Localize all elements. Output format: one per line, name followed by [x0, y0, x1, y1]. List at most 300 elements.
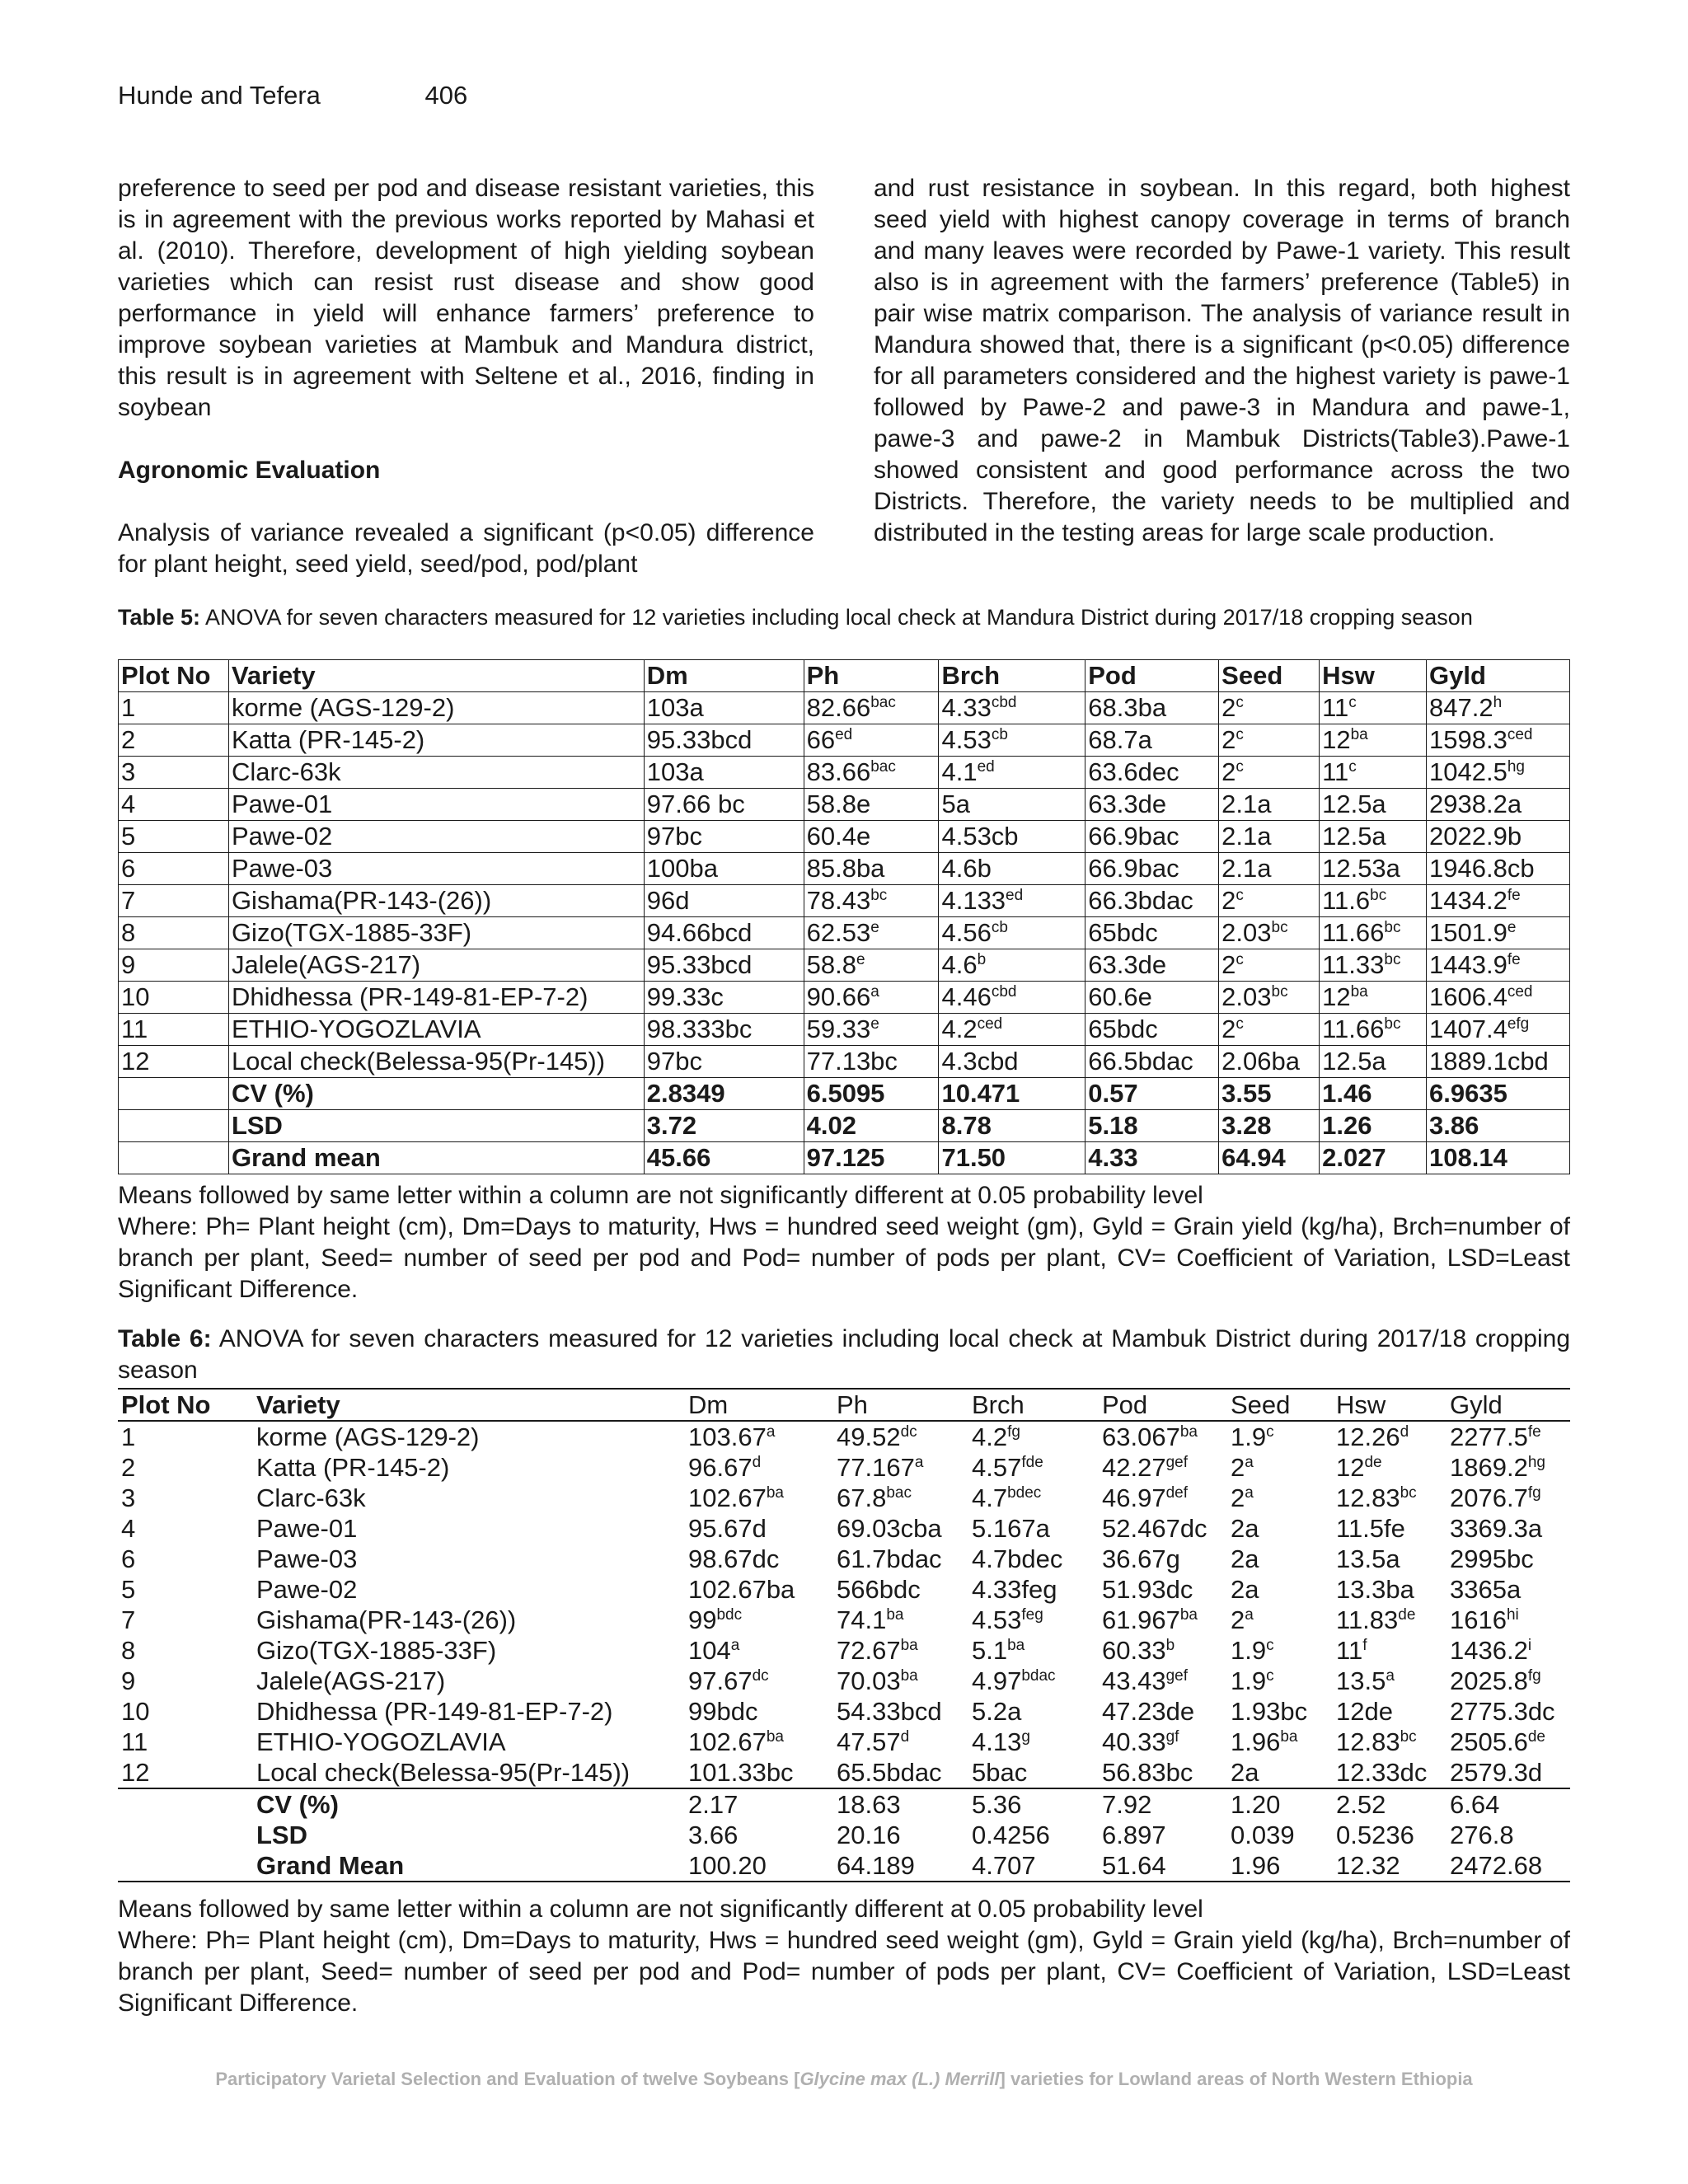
table6-cell-superscript: bc: [1400, 1484, 1417, 1502]
table6-cell-value: 12.26: [1336, 1422, 1400, 1451]
table6-cell: [118, 1635, 253, 1666]
table6-cell-value: 3: [121, 1483, 136, 1512]
table5-cell: [1427, 917, 1570, 949]
table5-cell-superscript: bc: [1370, 887, 1387, 904]
table6-cell-superscript: ba: [1280, 1728, 1298, 1746]
table5-cell-value: 6: [121, 854, 136, 883]
running-footer: [0, 2069, 1688, 2090]
table6-cell-value: 2a: [1231, 1544, 1259, 1573]
table5-stat-cell: Grand mean: [228, 1142, 644, 1174]
table6-cell: [1447, 1696, 1570, 1727]
left-paragraph-1: preference to seed per pod and disease resistant varieties, this is in agreement with the previous works reported by Mahasi et al. (2010). Therefore, development of high yielding soybean varieties which can resist rust disease and show good performance in yield will enhance farmers’ preference to improve soybean varieties at Mambuk and Mandura district, this result is in agreement with Seltene et al., 2016, finding in soybean: [118, 175, 814, 421]
table6-cell-superscript: i: [1527, 1637, 1532, 1654]
table5-cell: [228, 789, 644, 821]
table5-cell: [1427, 885, 1570, 917]
table5-cell-value: 58.8: [806, 950, 856, 979]
table5-cell: [1320, 949, 1427, 982]
table5-cell: [1427, 1046, 1570, 1078]
table5-notes: [118, 1180, 1570, 1305]
table6-cell-value: 42.27: [1102, 1453, 1166, 1482]
table5-stat-cell: 3.72: [644, 1110, 804, 1142]
table5-cell: [119, 692, 229, 724]
table6-cell-value: 69.03cba: [837, 1514, 942, 1543]
table6-cell-value: 12.83: [1336, 1727, 1400, 1756]
table6-header-row: [118, 1389, 1570, 1421]
table6-cell: [253, 1757, 685, 1788]
table6-cell-superscript: c: [1266, 1637, 1274, 1654]
table5-stat-cell: 5.18: [1085, 1110, 1219, 1142]
table5-cell: [804, 982, 939, 1014]
table5-cell: [1219, 853, 1320, 885]
table5-cell: [1320, 917, 1427, 949]
table5-cell: [119, 757, 229, 789]
table6-cell: [685, 1635, 833, 1666]
table5-cell-superscript: bac: [870, 758, 896, 776]
table5-cell: [119, 1046, 229, 1078]
table6-stat-cell: 4.707: [968, 1850, 1099, 1882]
table6-cell-superscript: de: [1398, 1606, 1416, 1624]
table6-cell-value: 11: [1336, 1636, 1363, 1665]
table6-cell-superscript: ba: [900, 1637, 918, 1654]
table5: [118, 659, 1570, 1174]
table5-stat-cell: 2.027: [1320, 1142, 1427, 1174]
table6-stat-cell: [118, 1850, 253, 1882]
table6-cell: [253, 1635, 685, 1666]
table5-cell-value: 83.66: [806, 757, 871, 786]
table6-cell-value: 12.83: [1336, 1483, 1400, 1512]
table5-cell-value: Pawe-02: [231, 822, 333, 851]
table6-cell-value: 5: [121, 1575, 136, 1604]
table6-row: [118, 1757, 1570, 1788]
table6-cell: [1447, 1574, 1570, 1605]
table5-cell: [228, 982, 644, 1014]
table5-cell-value: 1501.9: [1429, 918, 1507, 947]
table6-stat-cell: 0.4256: [972, 1821, 1050, 1849]
table6-cell: [118, 1666, 253, 1696]
table5-row: [119, 757, 1570, 789]
table6-cell-value: 40.33: [1102, 1727, 1166, 1756]
table6-cell: [1333, 1666, 1447, 1696]
table6-cell: [968, 1635, 1099, 1666]
table5-note-2: Where: Ph= Plant height (cm), Dm=Days to maturity, Hws = hundred seed weight (gm), Gyld = Grain yield (kg/ha), Brch=number of branch per plant, Seed= number of seed per pod and Pod= number of pods per plant, CV= Coefficient of Variation, LSD=Least Significant Difference.: [118, 1213, 1570, 1303]
table5-cell-superscript: bc: [1384, 951, 1401, 968]
table6-cell-value: 2076.7: [1450, 1483, 1528, 1512]
table6-note-1: Means followed by same letter within a column are not significantly different at 0.05 probability level: [118, 1896, 1203, 1923]
table6-cell: [1099, 1544, 1227, 1574]
table5-cell: [1427, 949, 1570, 982]
table5-cell-superscript: c: [1236, 758, 1244, 776]
table5-cell: [644, 1046, 804, 1078]
table5-cell-value: 12: [1322, 982, 1351, 1011]
table6-cell: [1099, 1513, 1227, 1544]
table6-cell-value: 13.3ba: [1336, 1575, 1414, 1604]
table5-cell-value: 2.1a: [1221, 822, 1272, 851]
table6-cell: [968, 1605, 1099, 1635]
table6-stat-cell: CV (%): [253, 1788, 685, 1820]
table5-header-cell: Seed: [1219, 660, 1320, 692]
table5-cell-value: 12.53a: [1322, 854, 1400, 883]
table5-cell: [644, 821, 804, 853]
table6-cell-value: 72.67: [837, 1636, 901, 1665]
table5-cell-value: 9: [121, 950, 136, 979]
table6-cell-value: 13.5: [1336, 1666, 1386, 1695]
table6-cell: [1099, 1727, 1227, 1757]
table6-cell: [833, 1574, 968, 1605]
table6-cell-value: 9: [121, 1666, 136, 1695]
table5-cell-superscript: c: [1236, 694, 1244, 711]
table6-stat-cell: Grand Mean: [253, 1850, 685, 1882]
table6-cell-value: 60.33: [1102, 1636, 1166, 1665]
table5-cell: [644, 692, 804, 724]
table5-cell-value: 94.66bcd: [646, 918, 753, 947]
table5-cell: [804, 692, 939, 724]
table5-cell-value: 68.7a: [1088, 725, 1152, 754]
table5-cell-value: 1606.4: [1429, 982, 1507, 1011]
table6-cell-value: 1.93bc: [1231, 1697, 1308, 1726]
table5-cell-superscript: fe: [1507, 951, 1521, 968]
table6-stat-cell: [118, 1788, 253, 1820]
table5-stat-cell: 108.14: [1427, 1142, 1570, 1174]
table6-cell-value: 1.9: [1231, 1636, 1267, 1665]
table5-cell: [804, 949, 939, 982]
table6-cell-value: Gishama(PR-143-(26)): [256, 1605, 517, 1634]
table6-cell-value: 49.52: [837, 1422, 901, 1451]
table6-cell-value: 2a: [1231, 1514, 1259, 1543]
table6-cell: [253, 1696, 685, 1727]
table6-cell-value: 102.67ba: [688, 1575, 795, 1604]
table5-stat-cell: 1.46: [1320, 1078, 1427, 1110]
table6-stat-cell: 1.96: [1227, 1850, 1333, 1882]
table5-cell-value: 66: [806, 725, 836, 754]
table5-cell-superscript: efg: [1507, 1015, 1530, 1033]
table6-cell: [253, 1666, 685, 1696]
left-column: [118, 173, 814, 580]
table5-cell-value: 11.66: [1322, 1015, 1385, 1043]
table5-cell-value: 58.8e: [806, 790, 871, 818]
table5-stat-row: [119, 1142, 1570, 1174]
table5-cell: [804, 885, 939, 917]
table5-cell-value: 5: [121, 822, 136, 851]
table5-cell: [1085, 982, 1219, 1014]
table6-cell: [118, 1421, 253, 1452]
table6-cell-value: 51.93dc: [1102, 1575, 1193, 1604]
table6-cell: [833, 1635, 968, 1666]
table5-cell-superscript: ba: [1350, 726, 1368, 743]
table6-cell: [118, 1452, 253, 1483]
table6-header-cell: Hsw: [1333, 1389, 1447, 1421]
table6-cell-value: 70.03: [837, 1666, 901, 1695]
table5-cell: [939, 1014, 1085, 1046]
table5-cell: [119, 821, 229, 853]
table5-cell-superscript: c: [1348, 694, 1357, 711]
table6-cell: [1447, 1727, 1570, 1757]
table6-cell-superscript: fg: [1527, 1484, 1541, 1502]
table5-cell-value: 7: [121, 886, 136, 915]
table5-cell: [644, 789, 804, 821]
table6-cell-superscript: a: [914, 1454, 924, 1471]
table6-cell-value: 52.467dc: [1102, 1514, 1207, 1543]
table6-cell: [685, 1574, 833, 1605]
table5-cell: [119, 949, 229, 982]
table6-cell-value: 102.67: [688, 1727, 767, 1756]
table5-row: [119, 1014, 1570, 1046]
table5-cell: [804, 853, 939, 885]
table5-row: [119, 692, 1570, 724]
table5-cell-value: 4.1: [941, 757, 978, 786]
table5-cell: [228, 821, 644, 853]
table5-cell-value: 2: [1221, 757, 1236, 786]
table6-stat-row: [118, 1820, 1570, 1850]
table5-cell-value: 59.33: [806, 1015, 871, 1043]
table6-cell-value: Katta (PR-145-2): [256, 1453, 450, 1482]
table6-label: Table 6:: [118, 1325, 212, 1352]
table5-cell-value: 85.8ba: [806, 854, 885, 883]
table6-cell-value: 1436.2: [1450, 1636, 1528, 1665]
table6-cell-superscript: d: [752, 1454, 762, 1471]
table5-cell: [1427, 982, 1570, 1014]
table6-row: [118, 1513, 1570, 1544]
table5-cell-value: 100ba: [646, 854, 719, 883]
table6-cell: [833, 1421, 968, 1452]
table6-cell: [118, 1574, 253, 1605]
table5-cell: [1320, 1046, 1427, 1078]
table5-cell-value: 97.66 bc: [646, 790, 745, 818]
table5-cell-superscript: b: [977, 951, 987, 968]
table6-cell: [968, 1513, 1099, 1544]
table5-cell: [1219, 885, 1320, 917]
table5-cell-value: 2: [1221, 693, 1236, 722]
table5-cell-value: 77.13bc: [806, 1047, 898, 1076]
table6-cell: [685, 1452, 833, 1483]
table6-cell-value: 3365a: [1450, 1575, 1522, 1604]
table6-cell-superscript: b: [1165, 1637, 1175, 1654]
table5-cell-value: 4.33: [941, 693, 992, 722]
table6-cell-value: 2277.5: [1450, 1422, 1528, 1451]
table6-cell: [1333, 1574, 1447, 1605]
table5-cell: [119, 724, 229, 757]
table5-cell-superscript: hg: [1507, 758, 1525, 776]
table6-cell-value: Jalele(AGS-217): [256, 1666, 446, 1695]
table5-cell-value: 66.3bdac: [1088, 886, 1193, 915]
table5-stat-cell: 8.78: [939, 1110, 1085, 1142]
table5-cell: [119, 1014, 229, 1046]
table6-cell: [1227, 1666, 1333, 1696]
table6-row: [118, 1574, 1570, 1605]
table5-cell-value: Pawe-03: [231, 854, 333, 883]
table5-cell: [1427, 757, 1570, 789]
table5-cell-value: 63.3de: [1088, 950, 1167, 979]
table6-cell-superscript: ba: [1007, 1637, 1025, 1654]
table5-cell: [939, 949, 1085, 982]
table5-cell-value: 103a: [646, 757, 704, 786]
table6-cell: [253, 1727, 685, 1757]
table5-stat-cell: 2.8349: [644, 1078, 804, 1110]
table6-cell: [1227, 1452, 1333, 1483]
table5-cell-value: 11.6: [1322, 886, 1371, 915]
table6-cell: [118, 1605, 253, 1635]
table6-header-cell: Pod: [1099, 1389, 1227, 1421]
table5-cell-value: 95.33bcd: [646, 950, 753, 979]
table5-cell: [644, 949, 804, 982]
table6-cell-superscript: a: [730, 1637, 740, 1654]
table5-stat-cell: 6.5095: [804, 1078, 939, 1110]
table6-row: [118, 1696, 1570, 1727]
table6-cell-superscript: a: [766, 1423, 776, 1441]
table5-header-cell: Gyld: [1427, 660, 1570, 692]
table5-cell-value: 82.66: [806, 693, 871, 722]
table5-cell: [939, 789, 1085, 821]
table6-cell: [253, 1513, 685, 1544]
table5-cell-value: 65bdc: [1088, 918, 1158, 947]
table5-cell: [1085, 724, 1219, 757]
table6-cell-value: Clarc-63k: [256, 1483, 366, 1512]
table5-stat-cell: 64.94: [1219, 1142, 1320, 1174]
table5-row: [119, 1046, 1570, 1078]
table5-note-1: Means followed by same letter within a column are not significantly different at 0.05 probability level: [118, 1182, 1203, 1209]
table5-stat-cell: 3.86: [1427, 1110, 1570, 1142]
table5-stat-cell: 4.02: [804, 1110, 939, 1142]
table5-stat-cell: [119, 1142, 229, 1174]
table5-header-cell: Pod: [1085, 660, 1219, 692]
table6-cell-superscript: gf: [1165, 1728, 1179, 1746]
table6-cell: [968, 1544, 1099, 1574]
table6-cell-superscript: bc: [1400, 1728, 1417, 1746]
table5-cell: [1085, 1046, 1219, 1078]
table5-cell-value: 3: [121, 757, 136, 786]
table6-cell-value: 11.5fe: [1336, 1514, 1405, 1543]
table5-cell-superscript: e: [856, 951, 865, 968]
table6-stat-cell: 6.897: [1102, 1821, 1166, 1849]
table5-stat-cell: [119, 1078, 229, 1110]
running-header: [118, 81, 467, 110]
table6-cell-superscript: hg: [1527, 1454, 1545, 1471]
table6-cell-value: 65.5bdac: [837, 1758, 942, 1787]
table5-cell: [1085, 949, 1219, 982]
footer-title-pre: Participatory Varietal Selection and Evaluation of twelve Soybeans [: [215, 2069, 800, 2089]
table5-cell: [1320, 692, 1427, 724]
table5-cell-value: 2: [1221, 725, 1236, 754]
table6-cell: [685, 1727, 833, 1757]
table6-row: [118, 1635, 1570, 1666]
table5-cell-value: 63.3de: [1088, 790, 1167, 818]
table6-cell-value: 96.67: [688, 1453, 753, 1482]
table6-cell-value: Local check(Belessa-95(Pr-145)): [256, 1758, 631, 1787]
table5-cell: [1320, 724, 1427, 757]
table6-cell: [1099, 1696, 1227, 1727]
table6-cell: [1227, 1727, 1333, 1757]
table5-cell-value: 1946.8cb: [1429, 854, 1535, 883]
table6-cell: [685, 1513, 833, 1544]
table6-stat-cell: [118, 1820, 253, 1850]
table6-cell: [1333, 1452, 1447, 1483]
table5-cell: [939, 757, 1085, 789]
table5-cell-value: 2.1a: [1221, 790, 1272, 818]
table6-cell-value: 99bdc: [688, 1697, 758, 1726]
table6-cell: [253, 1574, 685, 1605]
table5-cell-value: 12.5a: [1322, 822, 1386, 851]
table5-cell-value: 5a: [941, 790, 970, 818]
table5-cell-superscript: c: [1236, 887, 1244, 904]
table5-cell: [1085, 885, 1219, 917]
table5-cell: [1219, 789, 1320, 821]
table6-cell: [253, 1421, 685, 1452]
table6-cell: [1447, 1544, 1570, 1574]
table5-cell-value: korme (AGS-129-2): [231, 693, 455, 722]
table5-header-cell: Brch: [939, 660, 1085, 692]
table5-cell-superscript: bc: [1271, 919, 1288, 936]
table6-cell-value: 43.43: [1102, 1666, 1166, 1695]
table5-cell: [1219, 982, 1320, 1014]
table5-cell-value: 2.03: [1221, 982, 1272, 1011]
table5-cell-superscript: cbd: [991, 983, 1017, 1001]
table5-header-cell: Ph: [804, 660, 939, 692]
table5-cell-value: Local check(Belessa-95(Pr-145)): [231, 1047, 606, 1076]
table6-cell: [968, 1574, 1099, 1605]
table6-cell-value: 4.97: [972, 1666, 1022, 1695]
table5-cell-value: 4: [121, 790, 136, 818]
table6-cell-value: 10: [121, 1697, 150, 1726]
table6-cell: [968, 1483, 1099, 1513]
table6-cell-value: 2a: [1231, 1575, 1259, 1604]
table6-cell-value: 104: [688, 1636, 731, 1665]
table5-cell-superscript: bc: [1384, 1015, 1401, 1033]
table6-cell-value: 102.67: [688, 1483, 767, 1512]
table5-cell-value: ETHIO-YOGOZLAVIA: [231, 1015, 481, 1043]
table5-cell-value: 847.2: [1429, 693, 1493, 722]
table6-cell: [1227, 1574, 1333, 1605]
table6-cell-value: 11.83: [1336, 1605, 1399, 1634]
table6-cell-superscript: dc: [752, 1667, 769, 1685]
table5-cell: [1085, 692, 1219, 724]
table5-cell-value: Dhidhessa (PR-149-81-EP-7-2): [231, 982, 588, 1011]
table6-row: [118, 1483, 1570, 1513]
table5-row: [119, 724, 1570, 757]
table5-cell-value: 4.133: [941, 886, 1006, 915]
table6-stat-cell: 2.52: [1333, 1788, 1447, 1820]
table6-stat-cell: 276.8: [1450, 1821, 1514, 1849]
table6-cell-value: 12.33dc: [1336, 1758, 1428, 1787]
table5-cell: [1219, 1014, 1320, 1046]
table6-cell-value: 5.1: [972, 1636, 1008, 1665]
table6-cell: [685, 1605, 833, 1635]
table6-cell: [833, 1513, 968, 1544]
table6-cell-superscript: d: [1400, 1423, 1409, 1441]
table5-stat-cell: 3.55: [1219, 1078, 1320, 1110]
table6-stat-cell: 51.64: [1099, 1850, 1227, 1882]
table6-cell-superscript: gef: [1165, 1667, 1188, 1685]
table5-stat-cell: 71.50: [939, 1142, 1085, 1174]
table6-row: [118, 1452, 1570, 1483]
table6-cell-value: 61.967: [1102, 1605, 1180, 1634]
table6-cell-superscript: feg: [1021, 1606, 1043, 1624]
table6-cell-value: 2: [1231, 1483, 1245, 1512]
table6-cell-value: Gizo(TGX-1885-33F): [256, 1636, 497, 1665]
table5-cell: [804, 917, 939, 949]
table5-cell-superscript: ced: [1507, 983, 1533, 1001]
table6-cell-value: 5.2a: [972, 1697, 1022, 1726]
table6-cell-superscript: bac: [886, 1484, 912, 1502]
table6-cell: [1227, 1757, 1333, 1788]
table5-cell-value: 65bdc: [1088, 1015, 1158, 1043]
table6-cell: [118, 1757, 253, 1788]
table6-cell: [1099, 1452, 1227, 1483]
table6-cell: [253, 1605, 685, 1635]
table5-cell-superscript: c: [1236, 951, 1244, 968]
table5-stat-cell: 3.28: [1219, 1110, 1320, 1142]
table6-cell-value: 101.33bc: [688, 1758, 794, 1787]
table5-cell-value: 103a: [646, 693, 704, 722]
table5-cell-value: 4.3cbd: [941, 1047, 1019, 1076]
